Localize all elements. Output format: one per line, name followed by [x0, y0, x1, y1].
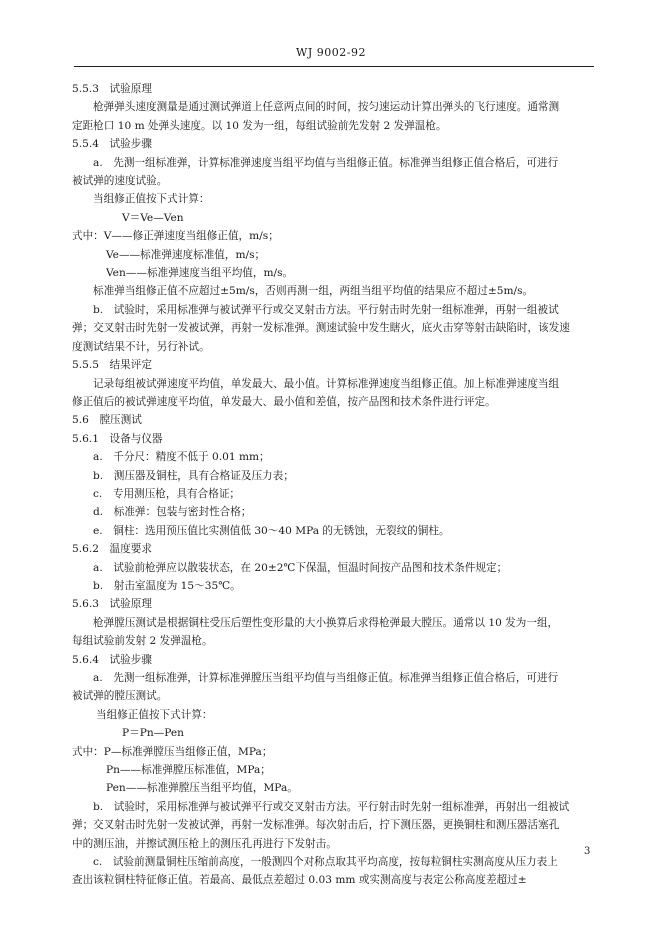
section-heading-5-6: 5.6 膛压测试 — [72, 414, 142, 427]
formula-definition: 式中：P—标准弹膛压当组修正值，MPa； — [72, 745, 273, 758]
list-item-c: c. 专用测压枪，具有合格证； — [93, 487, 241, 500]
page-number: 3 — [584, 846, 591, 857]
paragraph-line: 弹；交叉射击时先射一发被试弹，再射一发标准弹。每次射击后，拧下测压器，更换铜柱和测压器活塞孔 — [72, 819, 560, 832]
section-heading-5-6-4: 5.6.4 试验步骤 — [72, 653, 152, 666]
paragraph-line: 每组试验前发射 2 发弹温枪。 — [72, 635, 213, 648]
list-item-a: a. 试验前枪弹应以散装状态，在 20±2℃下保温，恒温时间按产品图和技术条件规定； — [93, 561, 508, 574]
paragraph-line: 定距枪口 10 m 处弹头速度。以 10 发为一组，每组试验前先发射 2 发弹温枪。 — [72, 119, 447, 132]
formula-intro: 当组修正值按下式计算： — [96, 708, 213, 721]
formula: V＝Ve—Ven — [122, 211, 184, 224]
document-code-header: WJ 9002-92 — [296, 46, 366, 59]
list-item-b: b. 试验时，采用标准弹与被试弹平行或交叉射击方法。平行射击时先射一组标准弹，再射出一组被试 — [93, 800, 570, 813]
list-item-a: a. 先测一组标准弹，计算标准弹速度当组平均值与当组修正值。标准弹当组修正值合格后，可进行 — [93, 156, 559, 169]
section-heading-5-5-3: 5.5.3 试验原理 — [72, 83, 152, 95]
paragraph-line: 度测试结果不计，另行补试。 — [72, 340, 210, 353]
paragraph-line: 被试弹的膛压测试。 — [72, 690, 168, 703]
header-divider — [74, 66, 594, 67]
paragraph-line: 修正值后的被试弹速度平均值，单发最大、最小值和差值，按产品图和技术条件进行评定。 — [72, 395, 496, 408]
formula-definition: 式中：V——修正弹速度当组修正值，m/s； — [72, 230, 279, 243]
list-item-d: d. 标准弹：包装与密封性合格； — [93, 506, 252, 519]
paragraph-line: 弹；交叉射击时先射一发被试弹，再射一发标准弹。测速试验中发生瞎火，底火击穿等射击缺陷时，该发速 — [72, 322, 570, 335]
document-body — [72, 80, 598, 890]
paragraph-line: 枪弹膛压测试是根据铜柱受压后塑性变形量的大小换算后求得枪弹最大膛压。通常以 10 发为一组， — [93, 616, 559, 629]
list-item-b: b. 试验时，采用标准弹与被试弹平行或交叉射击方法。平行射击时先射一组标准弹，再射一组被试 — [93, 303, 559, 316]
list-item-e: e. 铜柱：选用预压值比实测值低 30～40 MPa 的无锈蚀，无裂纹的铜柱。 — [93, 524, 450, 537]
list-item-a: a. 千分尺：精度不低于 0.01 mm； — [93, 451, 270, 464]
formula-definition: Pn——标准弹膛压标准值，MPa； — [106, 764, 271, 777]
formula-definition: Ven——标准弹速度当组平均值，m/s。 — [106, 267, 294, 280]
formula-intro: 当组修正值按下式计算： — [93, 193, 210, 206]
list-item-c: c. 试验前测量铜柱压缩前高度，一般测四个对称点取其平均高度，按每粒铜柱实测高度从压力表上 — [93, 856, 558, 869]
section-heading-5-5-5: 5.5.5 结果评定 — [72, 359, 152, 372]
paragraph-line: 查出该粒铜柱特征修正值。若最高、最低点差超过 0.03 mm 或实测高度与表定公称高度差超过± — [72, 874, 527, 887]
section-heading-5-6-1: 5.6.1 设备与仪器 — [72, 432, 163, 445]
paragraph-line: 标准弹当组修正值不应超过±5m/s，否则再测一组，两组当组平均值的结果应不超过±5m/s。 — [93, 285, 534, 298]
section-heading-5-6-3: 5.6.3 试验原理 — [72, 598, 152, 611]
formula-definition: Pen——标准弹膛压当组平均值，MPa。 — [106, 782, 298, 795]
formula: P＝Pn—Pen — [122, 727, 185, 740]
paragraph-line: 中的测压油，并擦试测压枪上的测压孔再进行下发射击。 — [72, 837, 337, 850]
paragraph-line: 被试弹的速度试验。 — [72, 175, 168, 188]
section-heading-5-5-4: 5.5.4 试验步骤 — [72, 138, 152, 151]
paragraph-line: 记录每组被试弹速度平均值，单发最大、最小值。计算标准弹速度当组修正值。加上标准弹速度当组 — [93, 377, 560, 390]
list-item-a: a. 先测一组标准弹，计算标准弹膛压当组平均值与当组修正值。标准弹当组修正值合格后，可进行 — [93, 672, 559, 684]
formula-definition: Ve——标准弹速度标准值，m/s； — [106, 248, 266, 261]
section-heading-5-6-2: 5.6.2 温度要求 — [72, 543, 152, 556]
list-item-b: b. 测压器及铜柱，具有合格证及压力表； — [93, 469, 294, 482]
paragraph-line: 枪弹弹头速度测量是通过测试弹道上任意两点间的时间，按匀速运动计算出弹头的飞行速度。通常测 — [93, 101, 560, 114]
list-item-b: b. 射击室温度为 15～35℃。 — [93, 579, 241, 592]
